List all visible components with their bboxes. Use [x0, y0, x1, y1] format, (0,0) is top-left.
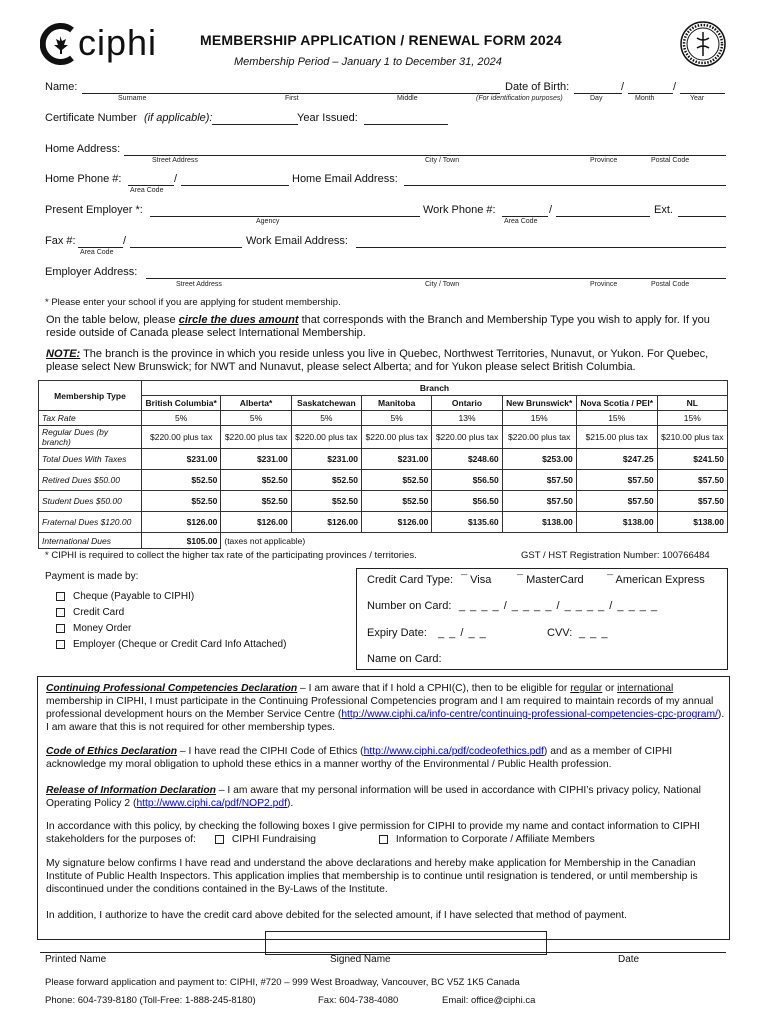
branch-header: Branch — [142, 381, 728, 396]
instr-emphasis: circle the dues amount — [178, 314, 299, 326]
signature-line — [40, 952, 726, 953]
dues-row-label: Fraternal Dues $120.00 — [39, 512, 142, 533]
dues-amount-cell[interactable]: $135.60 — [432, 512, 502, 533]
dues-amount-cell[interactable]: $231.00 — [291, 449, 361, 470]
regular-dues-cell: $210.00 plus tax — [657, 426, 727, 449]
policy-text: In accordance with this policy, by checking the following boxes I give permission for CIPHI to provide my name and contact information to CIPHI stakeholders for the purposes of: — [46, 821, 700, 845]
ethics-link[interactable]: http://www.ciphi.ca/pdf/codeofethics.pdf — [363, 746, 544, 757]
dues-amount-cell[interactable]: $231.00 — [142, 449, 221, 470]
cpc-text-1: – I am aware that if I hold a CPHI(C), then to be eligible for — [297, 683, 571, 694]
release-text-1: – I am aware that my personal information will be used in accordance with CIPHI’s privacy policy, National Operating Policy 2 ( — [46, 785, 701, 809]
dues-amount-cell[interactable]: $52.50 — [362, 491, 432, 512]
corporate-info-checkbox[interactable] — [379, 835, 388, 844]
credit-card-box — [356, 568, 728, 670]
surname-hint: Surname — [118, 95, 147, 102]
payment-checkbox[interactable] — [56, 608, 65, 617]
card-number-label: Number on Card: — [367, 600, 452, 612]
branch-name-header[interactable]: Alberta* — [221, 396, 291, 411]
dues-amount-cell[interactable]: $241.50 — [657, 449, 727, 470]
date-label: Date — [618, 954, 640, 965]
day-hint: Day — [590, 95, 603, 102]
dues-amount-cell[interactable]: $231.00 — [362, 449, 432, 470]
year-issued-field[interactable] — [364, 124, 448, 125]
dob-year-field[interactable] — [680, 93, 725, 94]
tax-rate-cell: 15% — [502, 411, 576, 426]
payment-checkbox[interactable] — [56, 624, 65, 633]
regular-dues-row — [39, 426, 728, 449]
dob-day-field[interactable] — [574, 93, 622, 94]
branch-name-header[interactable]: Saskatchewan — [291, 396, 361, 411]
dues-amount-cell[interactable]: $57.50 — [502, 491, 576, 512]
home-phone-label: Home Phone #: — [45, 173, 122, 185]
dues-amount-cell[interactable]: $57.50 — [657, 491, 727, 512]
dues-amount-cell[interactable]: $57.50 — [576, 491, 657, 512]
visa-option[interactable]: ¯ Visa — [461, 574, 492, 586]
ethics-title: Code of Ethics Declaration — [46, 746, 178, 757]
tax-rate-cell: 5% — [142, 411, 221, 426]
mastercard-option[interactable]: ¯ MasterCard — [517, 574, 584, 586]
province-hint: Province — [590, 157, 618, 164]
dob-separator-2: / — [673, 81, 677, 93]
agency-hint: Agency — [256, 218, 280, 225]
intl-note: (taxes not applicable) — [224, 535, 306, 546]
payment-option-label: Credit Card — [73, 607, 125, 618]
payment-option[interactable] — [56, 605, 286, 621]
form-title: MEMBERSHIP APPLICATION / RENEWAL FORM 2024 — [200, 32, 562, 48]
payment-option[interactable] — [56, 621, 286, 637]
dues-row-label: Total Dues With Taxes — [39, 449, 142, 470]
payment-option[interactable] — [56, 637, 286, 653]
ciphi-seal — [679, 20, 727, 68]
fundraising-label: CIPHI Fundraising — [231, 834, 316, 845]
payment-checkbox[interactable] — [56, 592, 65, 601]
dob-label: Date of Birth: — [505, 81, 570, 93]
cpc-regular: regular — [570, 683, 603, 694]
instr-text-c: that corresponds with the Branch and Membership Type you wish to apply for. If you reside outside of Canada please select International Membership. — [46, 314, 710, 339]
dues-amount-cell[interactable]: $57.50 — [502, 470, 576, 491]
dues-amount-cell[interactable]: $138.00 — [576, 512, 657, 533]
dues-amount-cell[interactable]: $126.00 — [291, 512, 361, 533]
tax-rate-row — [39, 411, 728, 426]
first-hint: First — [285, 95, 299, 102]
regular-dues-cell: $220.00 plus tax — [502, 426, 576, 449]
signed-name-label: Signed Name — [330, 954, 391, 965]
amex-option[interactable]: ¯ American Express — [607, 574, 705, 586]
release-declaration — [46, 784, 726, 810]
cc-type-label: Credit Card Type: — [367, 574, 454, 586]
work-phone-separator: / — [549, 204, 553, 216]
fax-label: Fax #: — [45, 235, 76, 247]
footer-phone: Phone: 604-739-8180 (Toll-Free: 1-888-245-8180) — [45, 995, 256, 1006]
present-employer-field[interactable] — [150, 216, 420, 217]
dues-row — [39, 449, 728, 470]
work-area-code-hint: Area Code — [504, 218, 538, 225]
branch-name-header[interactable]: NL — [657, 396, 727, 411]
ethics-text-2: ) and as a member of CIPHI acknowledge my moral obligation to uphold these ethics in a manner worthy of the Environmental / Public Health profession. — [46, 746, 673, 770]
authorize-paragraph: In addition, I authorize to have the credit card above debited for the selected amount, if I have selected that method of payment. — [46, 910, 627, 921]
form-subtitle: Membership Period – January 1 to December 31, 2024 — [234, 56, 502, 68]
fax-area-code-hint: Area Code — [80, 249, 114, 256]
home-address-label: Home Address: — [45, 143, 121, 155]
area-code-hint: Area Code — [130, 187, 164, 194]
cpc-link[interactable]: http://www.ciphi.ca/info-centre/continuing-professional-competencies-cpc-program/ — [341, 709, 718, 720]
dues-amount-cell[interactable]: $52.50 — [142, 491, 221, 512]
intl-value[interactable]: $105.00 — [142, 533, 221, 549]
year-hint: Year — [690, 95, 705, 102]
dues-amount-cell[interactable]: $231.00 — [221, 449, 291, 470]
card-number-field[interactable]: _ _ _ _ / _ _ _ _ / _ _ _ _ / _ _ _ _ — [459, 600, 659, 612]
payment-option-label: Cheque (Payable to CIPHI) — [73, 591, 195, 602]
home-phone-area-field[interactable] — [128, 185, 174, 186]
release-link[interactable]: http://www.ciphi.ca/pdf/NOP2.pdf — [136, 798, 287, 809]
fax-area-field[interactable] — [78, 247, 123, 248]
regular-dues-cell: $220.00 plus tax — [432, 426, 502, 449]
middle-hint: Middle — [397, 95, 418, 102]
dues-amount-cell[interactable]: $57.50 — [657, 470, 727, 491]
regular-dues-label: Regular Dues (by branch) — [39, 426, 142, 449]
regular-dues-cell: $220.00 plus tax — [142, 426, 221, 449]
dues-row — [39, 470, 728, 491]
emp-street-hint: Street Address — [176, 281, 222, 288]
dues-row — [39, 491, 728, 512]
tax-footnote: * CIPHI is required to collect the higher tax rate of the participating provinces / territories. — [45, 550, 417, 561]
emp-postal-hint: Postal Code — [651, 281, 690, 288]
dob-month-field[interactable] — [628, 93, 673, 94]
release-title: Release of Information Declaration — [46, 785, 216, 796]
cert-number-field[interactable] — [212, 124, 298, 125]
release-text-2: ). — [286, 798, 294, 809]
tax-rate-cell: 5% — [362, 411, 432, 426]
cpc-text-2: membership in CIPHI, I must participate in the Continuing Professional Competencies program and I am required to maintain records of my annual professional development hours on the Member Service Centre ( — [46, 696, 714, 720]
work-email-label: Work Email Address: — [246, 235, 348, 247]
cpc-title: Continuing Professional Competencies Declaration — [46, 683, 298, 694]
home-phone-number-field[interactable] — [181, 185, 289, 186]
branch-name-header[interactable]: Ontario — [432, 396, 502, 411]
dob-separator-1: / — [621, 81, 625, 93]
signature-paragraph: My signature below confirms I have read and understand the above declarations and hereby make application for Membership in the Canadian Institute of Public Health Inspectors. This application implies that membership is to continue until resignation is tendered, or until membership is discontinued under the conditions contained in the By-Laws of the Institute. — [46, 858, 698, 895]
dues-amount-cell[interactable]: $126.00 — [142, 512, 221, 533]
dues-row — [39, 512, 728, 533]
dues-amount-cell[interactable]: $247.25 — [576, 449, 657, 470]
logo-text: ciphi — [78, 22, 158, 63]
cert-note: (if applicable): — [144, 112, 213, 124]
dues-amount-cell[interactable]: $253.00 — [502, 449, 576, 470]
cpc-text-3: ). I am aware that this is not required for other membership types. — [46, 709, 725, 733]
tax-rate-cell: 5% — [291, 411, 361, 426]
ethics-text-1: – I have read the CIPHI Code of Ethics ( — [177, 746, 364, 757]
street-address-hint: Street Address — [152, 157, 198, 164]
tax-rate-label: Tax Rate — [39, 411, 142, 426]
year-issued-label: Year Issued: — [297, 112, 358, 124]
work-email-field[interactable] — [356, 247, 726, 248]
note-text: The branch is the province in which you reside unless you live in Quebec, Northwest Territories, Nunavut, or Yukon. For Quebec, please select New Brunswick; for NWT and Nunavut, please select Alberta; and for Yukon please select British Columbia. — [46, 348, 709, 373]
work-phone-number-field[interactable] — [556, 216, 650, 217]
dues-amount-cell[interactable]: $126.00 — [362, 512, 432, 533]
dues-amount-cell[interactable]: $52.50 — [221, 470, 291, 491]
dues-row-label: Retired Dues $50.00 — [39, 470, 142, 491]
work-phone-area-field[interactable] — [502, 216, 548, 217]
dues-amount-cell[interactable]: $52.50 — [362, 470, 432, 491]
branch-note — [46, 348, 728, 374]
city-town-hint: City / Town — [425, 157, 460, 164]
cpc-international: international — [617, 683, 674, 694]
present-employer-label: Present Employer *: — [45, 204, 143, 216]
policy-paragraph — [46, 820, 726, 846]
home-email-field[interactable] — [404, 185, 726, 186]
cvv-label: CVV: — [547, 627, 573, 639]
intl-label: International Dues — [39, 533, 142, 549]
mastercard-label: MasterCard — [526, 574, 584, 586]
tax-rate-cell: 5% — [221, 411, 291, 426]
table-header-row — [39, 381, 728, 396]
ethics-declaration — [46, 745, 726, 771]
id-purposes-hint: (For identification purposes) — [476, 95, 563, 102]
membership-type-header: Membership Type — [39, 381, 142, 411]
student-note: * Please enter your school if you are applying for student membership. — [45, 297, 341, 308]
ciphi-logo — [40, 22, 170, 68]
month-hint: Month — [635, 95, 655, 102]
instr-text-a: On the table below, please — [46, 314, 179, 326]
branch-name-header[interactable]: Manitoba — [362, 396, 432, 411]
name-on-card-label: Name on Card: — [367, 653, 442, 665]
maple-leaf-c-icon — [40, 22, 80, 66]
name-label: Name: — [45, 81, 78, 93]
tax-rate-cell: 15% — [576, 411, 657, 426]
dues-amount-cell[interactable]: $56.50 — [432, 491, 502, 512]
note-label: NOTE: — [46, 348, 81, 360]
fax-number-field[interactable] — [130, 247, 242, 248]
emp-province-hint: Province — [590, 281, 618, 288]
dues-amount-cell[interactable]: $56.50 — [432, 470, 502, 491]
visa-label: Visa — [470, 574, 492, 586]
dues-row-label: Student Dues $50.00 — [39, 491, 142, 512]
forward-address: Please forward application and payment to: CIPHI, #720 – 999 West Broadway, Vancouver, BC V5Z 1K5 Canada — [45, 977, 520, 988]
printed-name-label: Printed Name — [45, 954, 107, 965]
payment-options — [56, 589, 286, 653]
regular-dues-cell: $220.00 plus tax — [362, 426, 432, 449]
dues-amount-cell[interactable]: $52.50 — [291, 470, 361, 491]
payment-option-label: Money Order — [73, 623, 132, 634]
payment-option-label: Employer (Cheque or Credit Card Info Attached) — [73, 639, 287, 650]
payment-made-by: Payment is made by: — [45, 571, 139, 582]
cpc-declaration — [46, 682, 726, 734]
branch-name-header[interactable]: New Brunswick* — [502, 396, 576, 411]
dues-amount-cell[interactable]: $52.50 — [221, 491, 291, 512]
employer-address-label: Employer Address: — [45, 266, 138, 278]
emp-city-hint: City / Town — [425, 281, 460, 288]
postal-code-hint: Postal Code — [651, 157, 690, 164]
branch-name-header[interactable]: Nova Scotia / PEI* — [576, 396, 657, 411]
cert-label: Certificate Number — [45, 112, 137, 124]
regular-dues-cell: $220.00 plus tax — [291, 426, 361, 449]
footer-fax: Fax: 604-738-4080 — [318, 995, 399, 1006]
branch-name-header[interactable]: British Columbia* — [142, 396, 221, 411]
dues-amount-cell[interactable]: $248.60 — [432, 449, 502, 470]
tax-rate-cell: 13% — [432, 411, 502, 426]
amex-label: American Express — [615, 574, 705, 586]
corporate-info-label: Information to Corporate / Affiliate Members — [395, 834, 595, 845]
dues-amount-cell[interactable]: $52.50 — [291, 491, 361, 512]
home-address-field[interactable] — [124, 155, 726, 156]
dues-table — [38, 380, 728, 549]
gst-number: GST / HST Registration Number: 100766484 — [521, 550, 710, 561]
cpc-or: or — [602, 683, 618, 694]
expiry-label: Expiry Date: — [367, 627, 427, 639]
fax-separator: / — [123, 235, 127, 247]
employer-address-field[interactable] — [146, 278, 726, 279]
home-email-label: Home Email Address: — [292, 173, 398, 185]
dues-amount-cell[interactable]: $138.00 — [657, 512, 727, 533]
branch-names-row — [39, 396, 728, 411]
regular-dues-cell: $220.00 plus tax — [221, 426, 291, 449]
expiry-field[interactable]: _ _ / _ _ — [438, 627, 487, 639]
dues-amount-cell[interactable]: $57.50 — [576, 470, 657, 491]
circle-instructions — [46, 314, 728, 340]
ext-field[interactable] — [678, 216, 726, 217]
ext-label: Ext. — [654, 204, 673, 216]
dues-amount-cell[interactable]: $126.00 — [221, 512, 291, 533]
name-field[interactable] — [82, 93, 500, 94]
work-phone-label: Work Phone #: — [423, 204, 496, 216]
dues-amount-cell[interactable]: $52.50 — [142, 470, 221, 491]
tax-rate-cell: 15% — [657, 411, 727, 426]
dues-amount-cell[interactable]: $138.00 — [502, 512, 576, 533]
payment-checkbox[interactable] — [56, 640, 65, 649]
cvv-field[interactable]: _ _ _ — [579, 627, 609, 639]
intl-note-cell — [221, 533, 728, 549]
dues-body — [39, 449, 728, 533]
payment-option[interactable] — [56, 589, 286, 605]
international-row — [39, 533, 728, 549]
fundraising-checkbox[interactable] — [215, 835, 224, 844]
phone-separator: / — [174, 173, 178, 185]
regular-dues-cell: $215.00 plus tax — [576, 426, 657, 449]
footer-email: Email: office@ciphi.ca — [442, 995, 536, 1006]
